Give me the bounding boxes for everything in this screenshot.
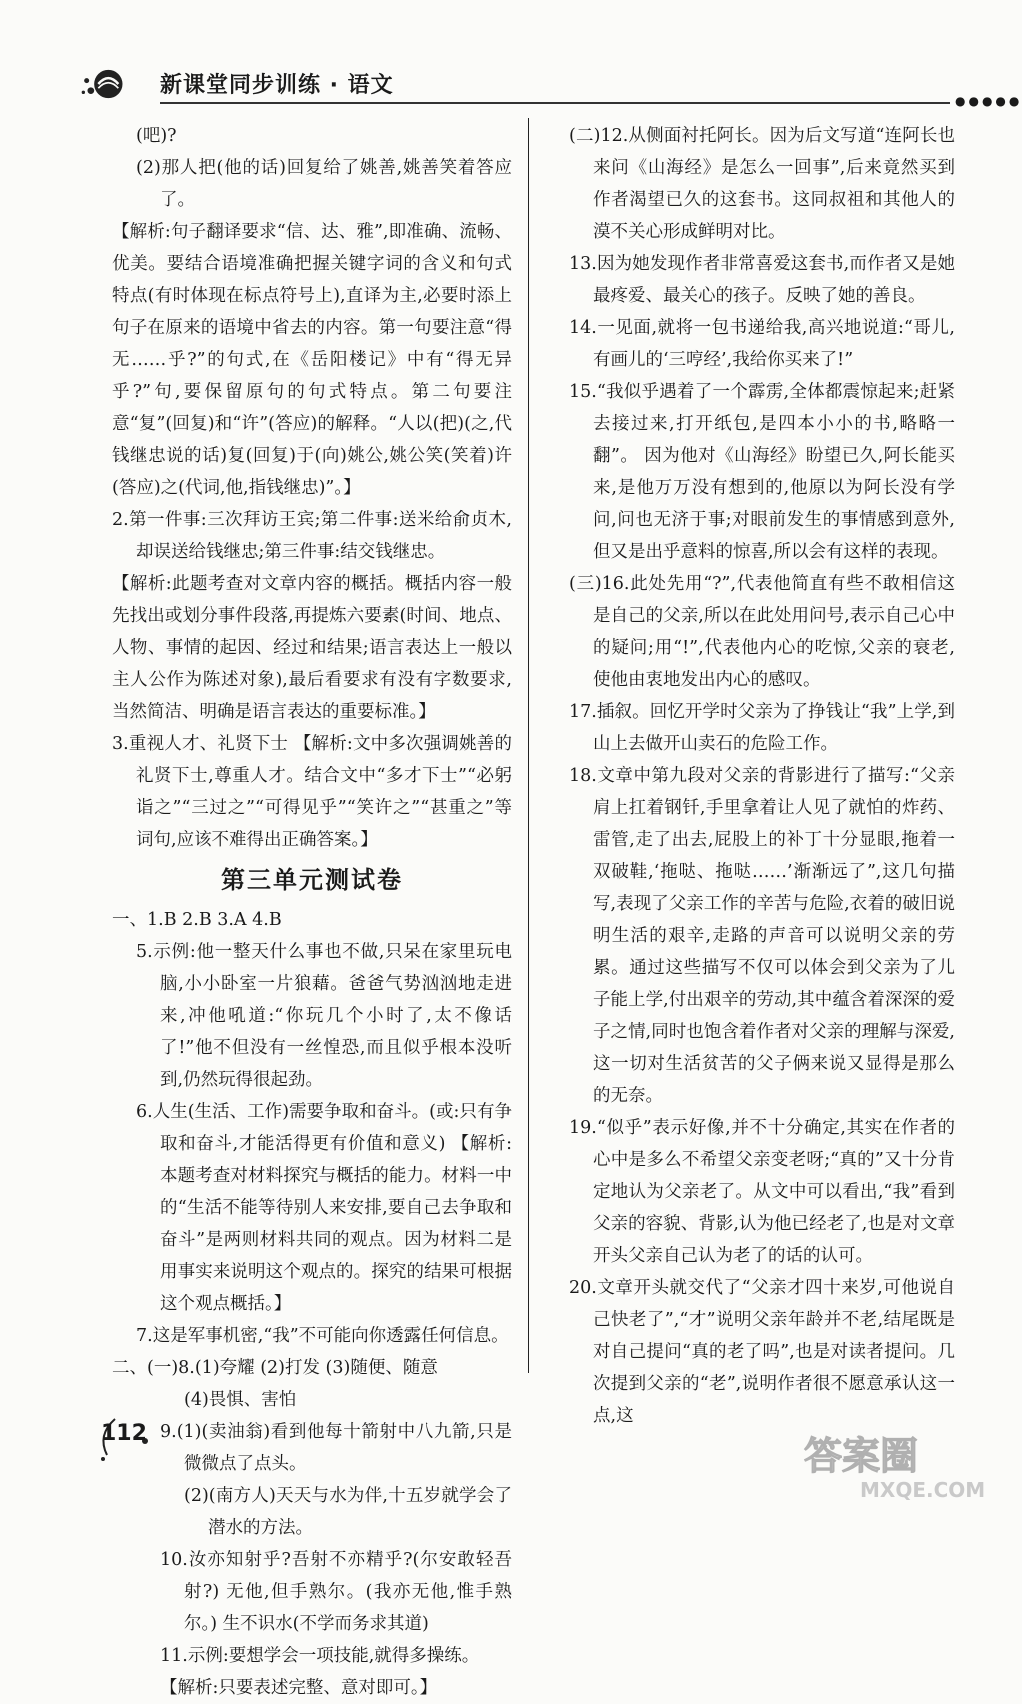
header-title: 新课堂同步训练 · 语文: [160, 73, 394, 98]
answer-paragraph: 13.因为她发现作者非常喜爱这套书,而作者又是她最疼爱、最关心的孩子。反映了她的善良。: [569, 254, 955, 306]
answer-paragraph: 【解析:只要表述完整、意对即可。】: [160, 1678, 438, 1698]
answer-paragraph: 2.第一件事:三次拜访王宾;第二件事:送米给俞贞木,却误送给钱继忠;第三件事:结交钱继忠。: [112, 510, 512, 562]
answer-paragraph: 11.示例:要想学会一项技能,就得多操练。: [160, 1646, 480, 1666]
answer-paragraph: 20.文章开头就交代了“父亲才四十来岁,可他说自己快老了”,“才”说明父亲年龄并不老,结尾既是对自己提问“真的老了吗”,也是对读者提问。几次提到父亲的“老”,说明作者很不愿意承认这一点,这: [569, 1278, 955, 1426]
answer-paragraph: 7.这是军事机密,“我”不可能向你透露任何信息。: [136, 1326, 509, 1346]
page-number: 112: [101, 1421, 147, 1446]
answer-paragraph: 6.人生(生活、工作)需要争取和奋斗。(或:只有争取和奋斗,才能活得更有价值和意义) 【解析:本题考查对材料探究与概括的能力。材料一中的“生活不能等待别人来安排,要自己去争取和奋斗”是两则材料共同的观点。因为材料二是用事实来说明这个观点的。探究的结果可根据这个观点概括。】: [136, 1102, 512, 1314]
answer-paragraph: 15.“我似乎遇着了一个霹雳,全体都震惊起来;赶紧去接过来,打开纸包,是四本小小的书,略略一翻”。 因为他对《山海经》盼望已久,阿长能买来,是他万万没有想到的,他原以为阿长没有学问,问也无济于事;对眼前发生的事情感到意外,但又是出乎意料的惊喜,所以会有这样的表现。: [569, 382, 955, 562]
page-number-badge: [95, 1413, 155, 1463]
answer-paragraph: 二、(一)8.(1)夸耀 (2)打发 (3)随便、随意: [112, 1358, 438, 1378]
answer-paragraph: 19.“似乎”表示好像,并不十分确定,其实在作者的心中是多么不希望父亲变老呀;“真的”又十分肯定地认为父亲老了。从文中可以看出,“我”看到父亲的容貌、背影,认为他已经老了,也是对文章开头父亲自己认为老了的话的认可。: [569, 1118, 955, 1266]
answer-paragraph: 【解析:句子翻译要求“信、达、雅”,即准确、流畅、优美。要结合语境准确把握关键字词的含义和句式特点(有时体现在标点符号上),直译为主,必要时添上句子在原来的语境中省去的内容。第一句要注意“得无……乎?”的句式,在《岳阳楼记》中有“得无异乎?”句,要保留原句的句式特点。第二句要注意“复”(回复)和“许”(答应)的解释。“人以(把)(之,代钱继忠说的话)复(回复)于(向)姚公,姚公笑(笑着)许(答应)之(代词,他,指钱继忠)”。】: [112, 222, 512, 498]
answer-paragraph: 3.重视人才、礼贤下士 【解析:文中多次强调姚善的礼贤下士,尊重人才。结合文中“多才下士”“必躬诣之”“三过之”“可得见乎”“笑许之”“甚重之”等词句,应该不难得出正确答案。】: [112, 734, 512, 850]
svg-text:答案圈: 答案圈: [804, 1434, 919, 1478]
answer-paragraph: (4)畏惧、害怕: [184, 1390, 297, 1410]
svg-text:MXQE.COM: MXQE.COM: [860, 1478, 986, 1502]
section-heading: 第三单元测试卷: [221, 866, 403, 894]
answer-paragraph: 9.(1)(卖油翁)看到他每十箭射中八九箭,只是微微点了点头。: [160, 1422, 512, 1474]
left-column: [112, 120, 512, 1704]
right-column: [545, 120, 955, 1432]
answer-paragraph: (2)(南方人)天天与水为伴,十五岁就学会了潜水的方法。: [184, 1486, 512, 1538]
answer-paragraph: 18.文章中第九段对父亲的背影进行了描写:“父亲肩上扛着钢钎,手里拿着让人见了就怕的炸药、雷管,走了出去,屁股上的补丁十分显眼,拖着一双破鞋,‘拖哒、拖哒……’渐渐远了”,这几句描写,表现了父亲工作的辛苦与危险,衣着的破旧说明生活的艰辛,走路的声音可以说明父亲的劳累。通过这些描写不仅可以体会到父亲为了儿子能上学,付出艰辛的劳动,其中蕴含着深深的爱子之情,同时也饱含着作者对父亲的理解与深爱,这一切对生活贫苦的父子俩来说又显得是那么的无奈。: [569, 766, 955, 1106]
header-rule: [160, 102, 950, 104]
answer-paragraph: (三)16.此处先用“?”,代表他简直有些不敢相信这是自己的父亲,所以在此处用问号,表示自己心中的疑问;用“!”,代表他内心的吃惊,父亲的衰老,使他由衷地发出内心的感叹。: [569, 574, 955, 690]
answer-paragraph: 17.插叙。回忆开学时父亲为了挣钱让“我”上学,到山上去做开山卖石的危险工作。: [569, 702, 955, 754]
answer-paragraph: 【解析:此题考查对文章内容的概括。概括内容一般先找出或划分事件段落,再提炼六要素(时间、地点、人物、事情的起因、经过和结果;语言表达上一般以主人公作为陈述对象),最后看要求有没有字数要求,当然简洁、明确是语言表达的重要标准。】: [112, 574, 512, 722]
header-dots: ●●●●●: [955, 94, 1022, 108]
watermark-logo: [800, 1425, 1000, 1505]
answer-paragraph: 5.示例:他一整天什么事也不做,只呆在家里玩电脑,小小卧室一片狼藉。爸爸气势汹汹地走进来,冲他吼道:“你玩几个小时了,太不像话了!”他不但没有一丝惶恐,而且似乎根本没听到,仍然玩得很起劲。: [136, 942, 512, 1090]
answer-paragraph: (二)12.从侧面衬托阿长。因为后文写道“连阿长也来问《山海经》是怎么一回事”,后来竟然买到作者渴望已久的这套书。这同叔祖和其他人的漠不关心形成鲜明对比。: [569, 126, 955, 242]
answer-paragraph: 一、1.B 2.B 3.A 4.B: [112, 910, 282, 930]
answer-paragraph: (吧)?: [136, 126, 177, 146]
book-logo-icon: [80, 64, 130, 104]
answer-paragraph: 10.汝亦知射乎?吾射不亦精乎?(尔安敢轻吾射?) 无他,但手熟尔。(我亦无他,惟手熟尔。) 生不识水(不学而务求其道): [160, 1550, 512, 1634]
answer-paragraph: (2)那人把(他的话)回复给了姚善,姚善笑着答应了。: [136, 158, 512, 210]
answer-paragraph: 14.一见面,就将一包书递给我,高兴地说道:“哥儿,有画儿的‘三哼经’,我给你买来了!”: [569, 318, 955, 370]
column-divider: [528, 118, 529, 1373]
page-header: [60, 60, 1022, 110]
